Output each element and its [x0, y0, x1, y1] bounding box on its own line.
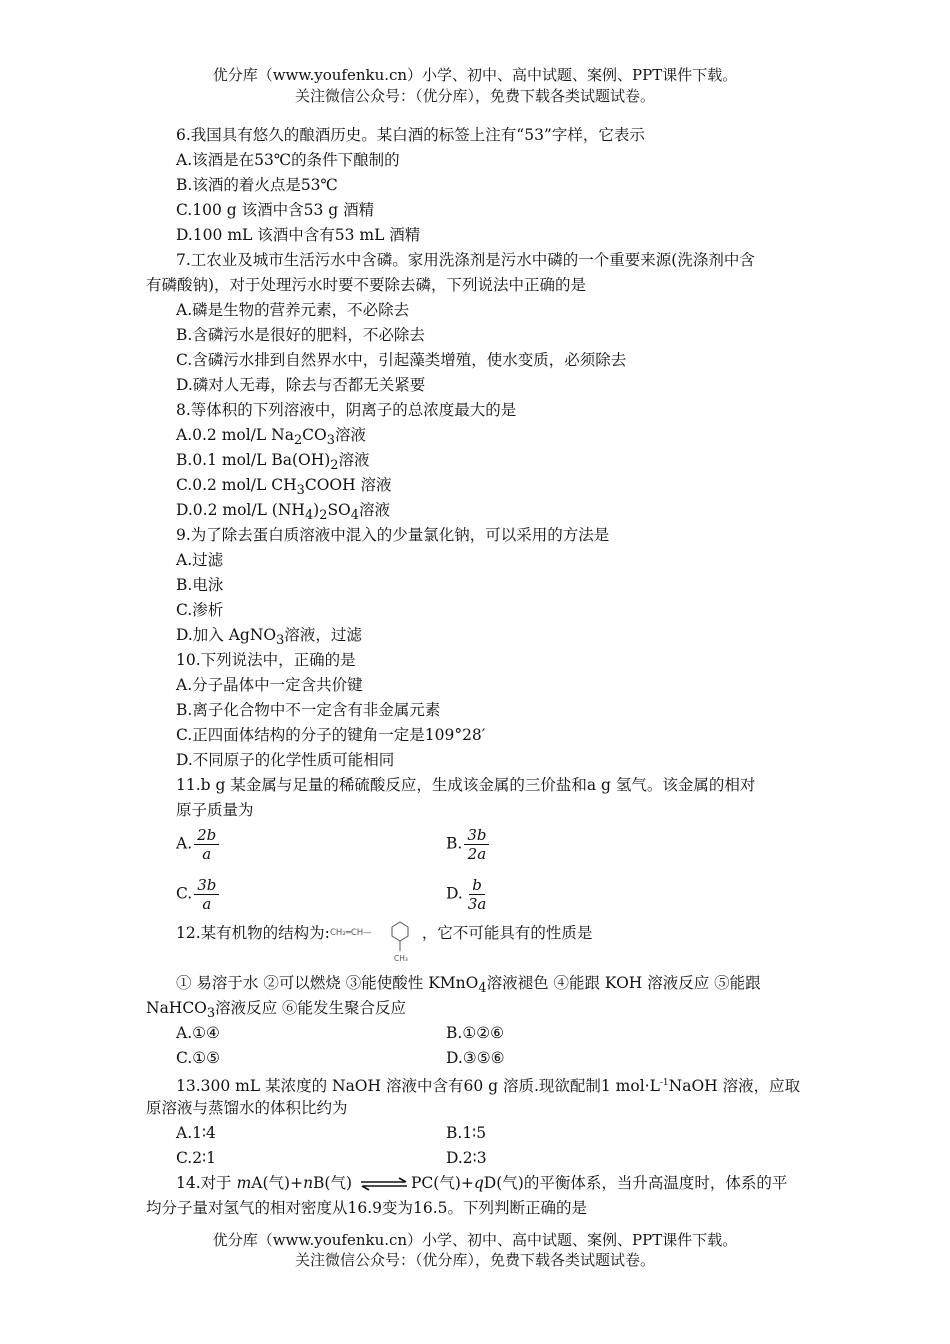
question-12-option-a: A.①④: [176, 1024, 220, 1042]
question-7-option-b: B.含磷污水是很好的肥料，不必除去: [176, 326, 425, 344]
question-12-properties-line-2: NaHCO$_3$溶液反应 ⑥能发生聚合反应: [146, 999, 407, 1022]
question-10-option-d: D.不同原子的化学性质可能相同: [176, 751, 395, 769]
question-8-option-c: C.0.2 mol/L $CH_3COOH$ 溶液: [176, 476, 392, 499]
question-13-stem-line-1: 13.300 mL 某浓度的 NaOH 溶液中含有60 g 溶质.现欲配制1 $mol\cdot L^{-1}NaOH$ 溶液，应取: [176, 1077, 801, 1096]
question-13-stem-line-2: 原溶液与蒸馏水的体积比约为: [146, 1099, 348, 1117]
question-9-option-b: B.电泳: [176, 576, 224, 594]
question-8-stem: 8.等体积的下列溶液中，阴离子的总浓度最大的是: [176, 401, 517, 419]
question-11-option-c: C. $\frac{3b}{a}$: [176, 876, 219, 913]
page-footer-line-1: 优分库（www.youfenku.cn）小学、初中、高中试题、案例、PPT课件下载。: [212, 1231, 738, 1249]
question-13-option-d: D.2∶3: [446, 1149, 487, 1167]
question-12-option-b: B.①②⑥: [446, 1024, 505, 1042]
page-footer-line-2: 关注微信公众号：（优分库），免费下载各类试题试卷。: [294, 1251, 655, 1269]
question-10-option-c: C.正四面体结构的分子的键角一定是109°28′: [176, 726, 486, 744]
question-14-stem-line-1: 14.对于 mA(气)+nB(气) PC(气)+qD(气)的平衡体系，当升高温度时，体系的平: [176, 1174, 788, 1192]
question-7-option-d: D.磷对人无毒，除去与否都无关紧要: [176, 376, 426, 394]
question-13-option-b: B.1∶5: [446, 1124, 487, 1142]
question-12-option-c: C.①⑤: [176, 1049, 221, 1067]
question-10-stem: 10.下列说法中，正确的是: [176, 651, 356, 669]
question-10-option-a: A.分子晶体中一定含共价键: [176, 676, 363, 694]
question-6-option-d: D.100 mL 该酒中含有53 mL 酒精: [176, 226, 421, 244]
page-header-line-1: 优分库（www.youfenku.cn）小学、初中、高中试题、案例、PPT课件下载。: [212, 66, 738, 84]
structural-formula: [329, 923, 422, 963]
question-10-option-b: B.离子化合物中不一定含有非金属元素: [176, 701, 441, 719]
question-12-stem: 12.某有机物的结构为: CH₂═CH— CH₃ ，它不可能具有的性质是: [176, 924, 593, 963]
question-7-stem-line-1: 7.工农业及城市生活污水中含磷。家用洗涤剂是污水中磷的一个重要来源(洗涤剂中含: [176, 251, 755, 269]
question-11-stem-line-1: 11.b g 某金属与足量的稀硫酸反应，生成该金属的三价盐和a g 氢气。该金属的相对: [176, 776, 756, 794]
methyl-group-label: CH₃: [393, 954, 408, 963]
vinyl-group-label: CH₂═CH—: [329, 928, 372, 938]
fraction: $\frac{2b}{a}$: [194, 826, 219, 863]
question-9-option-c: C.渗析: [176, 601, 224, 619]
question-11-option-a: A. $\frac{2b}{a}$: [176, 826, 219, 863]
fraction: $\frac{3b}{a}$: [194, 876, 219, 913]
question-7-option-c: C.含磷污水排到自然界水中，引起藻类增殖，使水变质，必须除去: [176, 351, 627, 369]
question-9-option-d: D.加入 AgNO$_3$溶液，过滤: [176, 626, 362, 649]
question-8-option-b: B.0.1 mol/L $Ba(OH)_2$溶液: [176, 451, 370, 474]
question-9-stem: 9.为了除去蛋白质溶液中混入的少量氯化钠，可以采用的方法是: [176, 526, 610, 544]
question-8-option-a: A.0.2 mol/L $Na_2CO_3$溶液: [176, 426, 366, 449]
question-7-option-a: A.磷是生物的营养元素，不必除去: [176, 301, 410, 319]
equilibrium-arrow-icon: [359, 1177, 409, 1191]
question-11-option-b: B. $\frac{3b}{2a}$: [446, 826, 489, 863]
question-11-option-d: D. $\frac{b}{3a}$: [446, 876, 489, 913]
question-6-stem: 6.我国具有悠久的酿酒历史。某白酒的标签上注有“53”字样，它表示: [176, 126, 645, 144]
question-6-option-b: B.该酒的着火点是53℃: [176, 176, 338, 194]
question-12-properties-line-1: ① 易溶于水 ②可以燃烧 ③能使酸性 KMnO$_4$溶液褪色 ④能跟 KOH 溶液反应 ⑤能跟: [176, 974, 761, 997]
question-13-option-c: C.2∶1: [176, 1149, 216, 1167]
question-6-option-a: A.该酒是在53℃的条件下酿制的: [176, 151, 400, 169]
question-8-option-d: D.0.2 mol/L $(NH_4)_2SO_4$溶液: [176, 501, 390, 524]
page-header-line-2: 关注微信公众号：（优分库），免费下载各类试题试卷。: [294, 87, 655, 105]
question-14-stem-line-2: 均分子量对氢气的相对密度从16.9变为16.5。下列判断正确的是: [146, 1199, 588, 1217]
fraction: $\frac{3b}{2a}$: [464, 826, 489, 863]
benzene-ring: [392, 922, 408, 941]
question-12-option-d: D.③⑤⑥: [446, 1049, 505, 1067]
fraction: $\frac{b}{3a}$: [467, 876, 487, 913]
question-13-option-a: A.1∶4: [176, 1124, 216, 1142]
question-11-stem-line-2: 原子质量为: [176, 801, 254, 819]
question-9-option-a: A.过滤: [176, 551, 224, 569]
question-6-option-c: C.100 g 该酒中含53 g 酒精: [176, 201, 375, 219]
question-7-stem-line-2: 有磷酸钠)，对于处理污水时要不要除去磷，下列说法中正确的是: [146, 276, 587, 294]
